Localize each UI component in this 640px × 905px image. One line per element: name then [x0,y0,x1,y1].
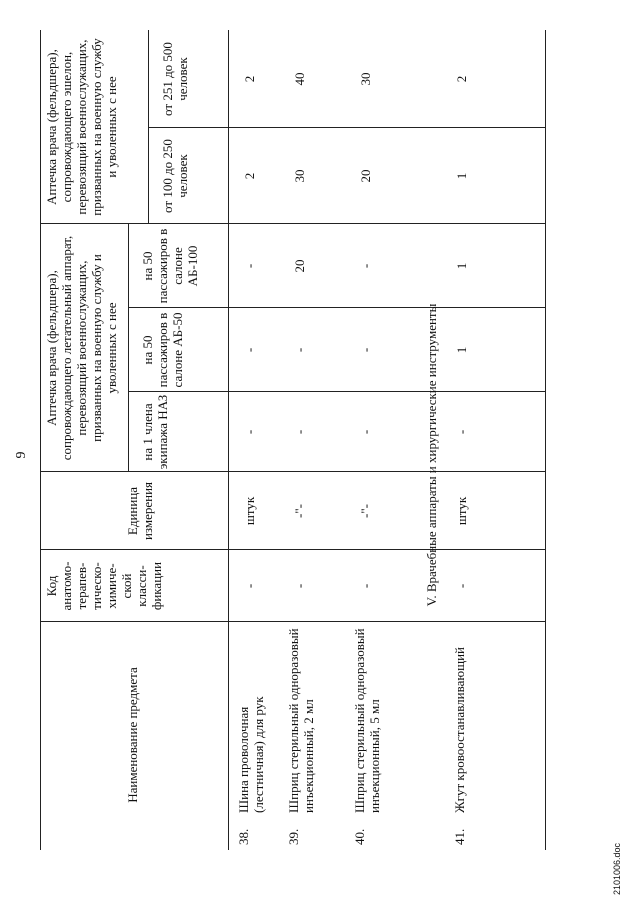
row-38-unit: штук [242,496,257,526]
row-40-val-251-500: 30 [358,72,373,86]
section-title: V. Врачебные аппараты и хирургические инструменты [424,303,439,607]
header-aircraft-sub-ab50: на 50 пассажиров в салоне АБ-50 [140,312,185,388]
row-39-val-ab100: 20 [292,259,307,273]
row-39-val-naz: - [292,429,307,435]
row-41-val-ab100: 1 [454,262,469,270]
header-echelon-sub-100-250: от 100 до 250 человек [160,139,190,213]
aircraft-subheader-line [128,224,129,472]
row-39-code: - [292,583,307,589]
row-40-val-ab50: - [358,347,373,353]
row-41-val-251-500: 2 [454,75,469,83]
row-38-name: Шина проволочная (лестничная) для рук [236,696,266,813]
col-divider-echelon [40,223,545,224]
col-divider-ab100 [128,307,545,308]
header-unit: Единица измерения [125,481,155,541]
row-40-val-100-250: 20 [358,169,373,183]
row-41-val-ab50: 1 [454,346,469,354]
row-40-unit: -"- [358,504,373,518]
row-38-val-ab50: - [242,347,257,353]
row-38-val-100-250: 2 [242,172,257,180]
header-aircraft-sub-ab100: на 50 пассажиров в салоне АБ-100 [140,228,200,304]
row-39-val-251-500: 40 [292,72,307,86]
col-divider-code [40,621,545,622]
col-divider-251 [148,127,545,128]
row-41-num: 41. [452,828,467,845]
row-38-val-251-500: 2 [242,75,257,83]
row-40-name: Шприц стерильный одноразовый инъекционный, 5 мл [352,628,382,813]
header-name: Наименование предмета [125,667,140,803]
file-label: 2101006.doc [612,842,622,895]
row-38-num: 38. [236,828,251,845]
row-38-code: - [242,583,257,589]
header-aircraft-group: Аптечка врача (фельдшера), сопровождающего летательный аппарат, перевозящий военнослужащих, призванных на военную службу и уволенных с нее [44,235,119,461]
table-bottom-border [545,30,546,850]
row-39-unit: -"- [292,504,307,518]
row-40-val-ab100: - [358,263,373,269]
row-39-num: 39. [286,828,301,845]
row-40-val-naz: - [358,429,373,435]
row-41-val-naz: - [454,429,469,435]
row-40-num: 40. [352,828,367,845]
row-39-val-100-250: 30 [292,169,307,183]
row-41-code: - [454,583,469,589]
header-echelon-sub-251-500: от 251 до 500 человек [160,42,190,116]
row-39-name: Шприц стерильный одноразовый инъекционный, 2 мл [286,628,316,813]
table-top-border [40,30,41,850]
header-code: Код анатомо-терапев-тическо-химиче-ской класси-фикации [44,561,164,611]
row-41-val-100-250: 1 [454,172,469,180]
col-divider-ab50 [128,391,545,392]
header-echelon-group: Аптечка врача (фельдшера), сопровождающего эшелон, перевозящий военнослужащих, призванных на военную службу и уволенных с нее [44,38,119,216]
page-number: 9 [14,451,29,459]
row-38-val-naz: - [242,429,257,435]
col-divider-unit [40,549,545,550]
table-header-bottom-border [228,30,229,850]
col-divider-aircraft [40,471,545,472]
row-38-val-ab100: - [242,263,257,269]
row-39-val-ab50: - [292,347,307,353]
row-41-name: Жгут кровоостанавливающий [452,647,467,813]
row-41-unit: штук [454,496,469,526]
header-aircraft-sub-naz: на 1 члена экипажа НАЗ [140,394,170,470]
row-40-code: - [358,583,373,589]
